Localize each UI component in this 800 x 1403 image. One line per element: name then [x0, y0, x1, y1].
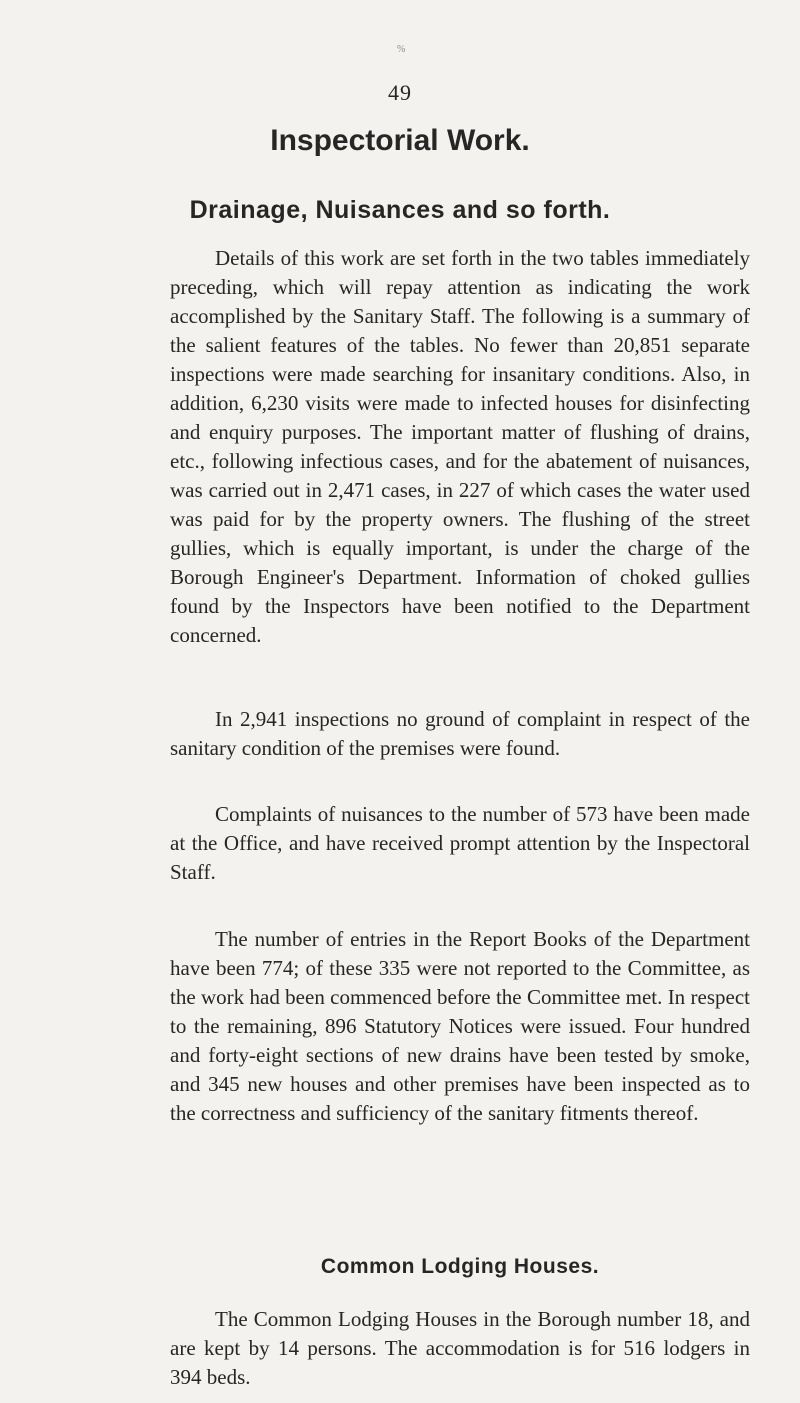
paragraph-report-books: The number of entries in the Report Books of the Department have been 774; of these 335 were not reported to the Committee, as the work had been commenced before the Committee met. In respect to the remaining, 896 Statutory Notices were issued. Four hundred and forty-eight sections of new drains have been tested by smoke, and 345 new houses and other premises have been inspected as to the correctness and sufficiency of the sanitary fitments thereof.: [170, 927, 750, 1125]
paragraph-complaints: Complaints of nuisances to the number of 573 have been made at the Office, and have received prompt attention by the Inspectoral Staff.: [170, 802, 750, 884]
page-mark: %: [397, 44, 406, 55]
page-title: Inspectorial Work.: [270, 124, 530, 157]
paragraph-lodging-houses: The Common Lodging Houses in the Borough number 18, and are kept by 14 persons. The accommodation is for 516 lodgers in 394 beds.: [170, 1307, 750, 1389]
paragraph-details: Details of this work are set forth in the two tables immediately preceding, which will repay attention as indicating the work accomplished by the Sanitary Staff. The following is a summary of the salient features of the tables. No fewer than 20,851 separate inspections were made searching for insanitary conditions. Also, in addition, 6,230 visits were made to infected houses for disinfecting and enquiry purposes. The important matter of flushing of drains, etc., following infectious cases, and for the abatement of nuisances, was carried out in 2,471 cases, in 227 of which cases the water used was paid for by the property owners. The flushing of the street gullies, which is equally important, is under the charge of the Borough Engineer's Department. Information of choked gullies found by the Inspectors have been notified to the Department concerned.: [170, 246, 750, 647]
section-title-lodging-houses: Common Lodging Houses.: [320, 1255, 600, 1278]
paragraph-inspections: In 2,941 inspections no ground of complaint in respect of the sanitary condition of the premises were found.: [170, 707, 750, 760]
page-number: 49: [388, 80, 412, 105]
section-title-drainage: Drainage, Nuisances and so forth.: [189, 196, 611, 224]
